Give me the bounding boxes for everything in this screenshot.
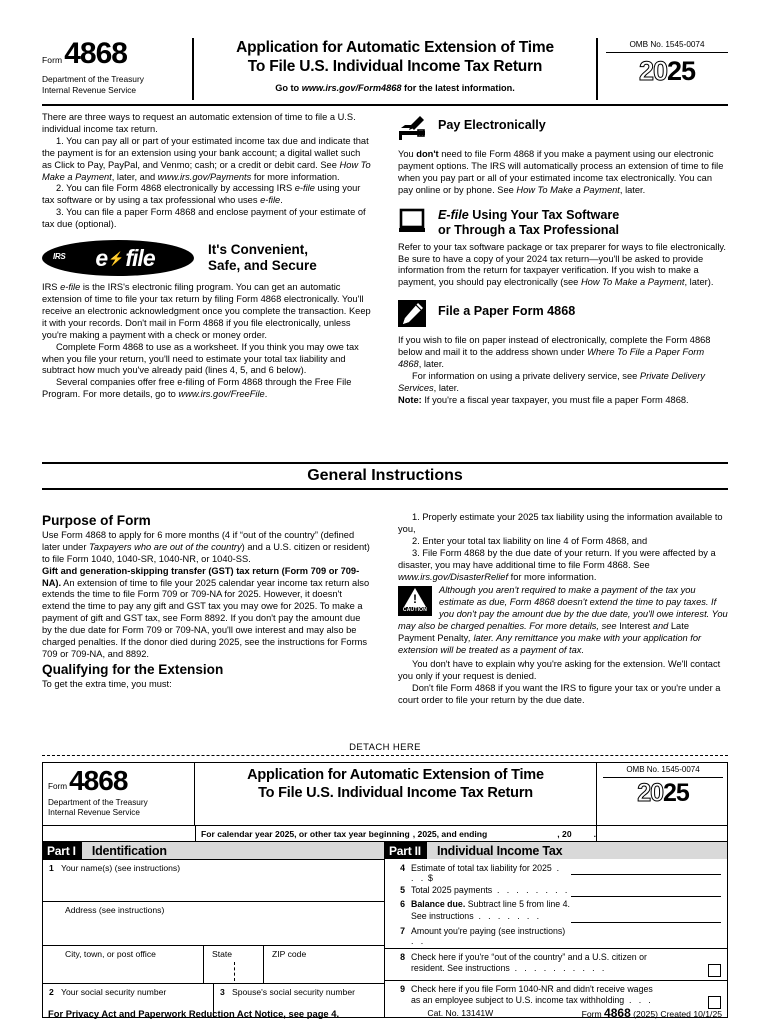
masthead-form-identity — [42, 38, 194, 100]
department-block — [42, 74, 186, 95]
caution-text-3: , later. Any remittance you make with your application for extension will be treated as a payment of tax. — [398, 633, 702, 655]
line-7-text — [411, 926, 571, 946]
line-5-amount-field[interactable] — [571, 885, 721, 897]
calendar-year-row — [43, 825, 727, 841]
top-masthead — [42, 38, 728, 100]
form-footer — [42, 1003, 728, 1022]
line-6-label-2: See instructions — [411, 911, 474, 921]
gi-bottom-rule — [42, 488, 728, 490]
line-6-amount-spacer — [571, 899, 721, 910]
intro-item-2-italic-1: e-file — [294, 183, 315, 194]
gst-bold-lead: Gift and generation-skipping transfer (GST) tax return (Form 709 or 709-NA). — [42, 565, 360, 588]
bottom-year-century: 20 — [637, 779, 663, 807]
omb-number: OMB No. 1545-0074 — [629, 40, 705, 49]
form-word-label: Form — [42, 55, 63, 65]
line-3-number: 3 — [220, 987, 225, 997]
efile-paragraph-1 — [42, 282, 372, 342]
line-8-checkbox[interactable] — [708, 964, 721, 977]
efile-software-header — [398, 208, 728, 238]
gst-paragraph — [42, 566, 372, 661]
line-8-continued-row[interactable] — [385, 962, 727, 977]
efile-software-heading-rest: Using Your Tax Software — [468, 207, 620, 222]
purpose-a: Use Form 4868 to apply for 6 more months (4 if “out of the country” (defined later under — [42, 529, 355, 552]
line-4-dollar-sign: $ — [428, 873, 433, 883]
intro-item-2-c: . — [280, 195, 283, 206]
part-2-header-bar — [385, 842, 727, 859]
efile-p3-b: . — [264, 389, 268, 400]
department-line-2: Internal Revenue Service — [42, 84, 137, 95]
purpose-italic: Taxpayers who are out of the country — [89, 541, 242, 552]
field-spouse-ssn-label — [214, 984, 384, 997]
intro-item-2-italic-2: e-file — [260, 195, 281, 206]
instructions-left-column — [42, 112, 372, 401]
bottom-tax-year — [603, 779, 723, 808]
line-5-label: Total 2025 payments — [411, 885, 493, 895]
bottom-form-number: 4868 — [69, 765, 128, 796]
intro-item-2 — [42, 183, 372, 207]
efile-p3-a: Several companies offer free e-filing of Form 4868 through the Free File Program. For more details, go to — [42, 377, 352, 400]
efile-paragraph-3 — [42, 377, 372, 401]
goto-url-line — [200, 83, 590, 93]
footer-row — [42, 1003, 728, 1022]
line-1-label-text: Your name(s) (see instructions) — [61, 863, 181, 873]
step3-italic[interactable]: www.irs.gov/DisasterRelief — [398, 571, 509, 582]
line-7-label: Amount you're paying (see instructions) — [411, 926, 566, 936]
calendar-year-fields[interactable] — [196, 826, 597, 841]
field-city[interactable] — [43, 946, 204, 983]
footer-form-number: 4868 — [604, 1006, 631, 1020]
efile-heading-line-2: Safe, and Secure — [208, 258, 317, 274]
calendar-year-spacer — [43, 826, 196, 841]
lightning-bolt-icon: ⚡ — [108, 250, 125, 266]
field-name-label — [43, 860, 384, 873]
part-1-name: Identification — [91, 843, 167, 858]
field-state[interactable] — [204, 946, 264, 983]
footer-form-rest: (2025) Created 10/1/25 — [630, 1009, 722, 1019]
efile-sw-a: Refer to your tax software package or tax preparer for ways to file electronically. Be sure to have a copy of your 2024 tax return—you'll be asked to provide information from the return for taxpayer verification. If you wish to make a payment, you should pay electronically (see — [398, 241, 726, 288]
intro-item-3: 3. You can file a paper Form 4868 and enclose payment of your estimate of tax due (optional). — [42, 207, 366, 230]
intro-item-2-b: using your tax software or by using a tax professional who uses — [42, 183, 361, 206]
pay-p-d: , later. — [619, 184, 646, 195]
line-8-row[interactable] — [385, 949, 727, 962]
line-8-text: Check here if you're “out of the country” and a U.S. citizen or — [411, 952, 647, 962]
line-2-number: 2 — [49, 987, 54, 997]
paper-form-header — [398, 300, 728, 330]
line-6-continued-text — [411, 911, 571, 921]
efile-sw-b: , later). — [684, 277, 714, 288]
step3-a: 3. File Form 4868 by the due date of your return. If you were affected by a disaster, you may have additional time to file Form 4868. See — [398, 547, 716, 570]
footer-form-word: Form — [581, 1009, 605, 1019]
line-9-label-2: as an employee subject to U.S. income tax withholding — [411, 995, 625, 1005]
general-instructions-title: General Instructions — [307, 467, 463, 484]
intro-item-1-b: , later, and — [111, 171, 158, 182]
field-your-ssn-label — [43, 984, 213, 997]
instructions-right-column — [398, 112, 728, 407]
efile-software-heading — [438, 208, 619, 238]
efile-software-heading-line-2: or Through a Tax Professional — [438, 222, 620, 237]
efile-p1-b: is the IRS's electronic filing program. You can get an automatic extension of time to file your tax return by filing Form 4868 electronically. You'll receive an electronic acknowledgment once you complete the transaction. Keep it with your records. Don't mail in Form 4868 if you file electronically, unless you're making a payment with a check or money order. — [42, 282, 371, 340]
paper-p2-italic: Private Delivery Services — [398, 370, 705, 393]
efile-software-heading-italic: E-file — [438, 207, 469, 222]
intro-lead: There are three ways to request an automatic extension of time to file a U.S. individual income tax return. — [42, 112, 356, 134]
gi-left-column — [42, 512, 372, 691]
gi-right-column — [398, 512, 728, 707]
tax-year-value: 25 — [667, 56, 696, 86]
field-address-row[interactable] — [43, 901, 384, 945]
line-8-leader-dots: . . . . . . . . . . — [509, 963, 607, 973]
calendar-year-text: For calendar year 2025, or other tax year beginning — [201, 828, 410, 839]
dont-file-paragraph: Don't file Form 4868 if you want the IRS to figure your tax or you're under a court order to file your return by the due date. — [398, 682, 721, 705]
part-1-identification — [43, 842, 385, 1017]
form-title-line-2: To File U.S. Individual Income Tax Return — [247, 58, 543, 75]
explain-paragraph: You don't have to explain why you're asking for the extension. We'll contact you only if your request is denied. — [398, 658, 721, 681]
line-9-row[interactable] — [385, 981, 727, 994]
intro-item-1-a: 1. You can pay all or part of your estimated income tax due and indicate that the payment is for an extension using your bank account; a digital wallet such as Click to Pay, PayPal, and Venmo; cash; or a credit or debit card. See — [42, 135, 369, 170]
line-5-number: 5 — [400, 885, 405, 895]
line-6-number: 6 — [400, 899, 405, 909]
field-zip[interactable] — [264, 946, 384, 983]
caution-exclamation: ! — [413, 592, 417, 607]
form-number: 4868 — [64, 37, 127, 70]
efile-p1-a: IRS — [42, 282, 61, 293]
goto-suffix: for the latest information. — [401, 83, 515, 93]
bottom-omb-number: OMB No. 1545-0074 — [626, 765, 700, 774]
paper-p2-b: , later. — [433, 382, 459, 393]
laptop-icon — [398, 208, 428, 238]
efile-logo-row — [42, 240, 372, 276]
caution-paragraph — [398, 585, 728, 656]
line-4-amount-field[interactable] — [571, 863, 721, 875]
part-2-tag: Part II — [385, 842, 427, 859]
caution-icon — [398, 586, 432, 616]
efile-logo-e-text: e — [95, 244, 108, 271]
pay-p-a: You — [398, 149, 417, 159]
paper-form-heading: File a Paper Form 4868 — [438, 304, 576, 319]
tax-year-century: 20 — [638, 56, 667, 86]
bottom-title-line-1: Application for Automatic Extension of Time — [247, 767, 544, 783]
pay-electronically-heading: Pay Electronically — [438, 118, 546, 132]
efile-p1-italic: e-file — [60, 282, 81, 293]
masthead-omb-year — [598, 38, 728, 100]
qualify-step-2: 2. Enter your total tax liability on line 4 of Form 4868, and — [412, 535, 648, 546]
goto-prefix: Go to — [275, 83, 302, 93]
line-4-number: 4 — [400, 863, 405, 873]
state-dashed-divider — [234, 962, 235, 981]
line-7-leader-dots: . . — [411, 936, 426, 946]
bottom-form-word-label: Form — [48, 782, 68, 791]
bottom-department-line-2: Internal Revenue Service — [48, 808, 140, 817]
line-7-number: 7 — [400, 926, 405, 936]
hand-writing-check-icon — [398, 114, 428, 144]
paper-p2-a: For information on using a private delivery service, see — [412, 370, 640, 381]
line-8-number: 8 — [400, 952, 405, 962]
efile-logo-irs-text: IRS — [53, 252, 66, 262]
paper-note-text: If you're a fiscal year taxpayer, you must file a paper Form 4868. — [421, 394, 689, 405]
paper-form-paragraph-2 — [398, 371, 728, 395]
part-2-individual-income-tax — [385, 842, 727, 1017]
line-9-text: Check here if you file Form 1040-NR and didn't receive wages — [411, 984, 653, 994]
paper-p1-a: If you wish to file on paper instead of electronically, complete the Form 4868 below and mail it to the address shown under — [398, 335, 711, 358]
irs-efile-logo-icon — [42, 240, 194, 276]
line-6-leader-dots: . . . . . . . — [473, 911, 542, 921]
bottom-omb-year — [597, 763, 727, 825]
line-5-row[interactable] — [385, 883, 727, 897]
omb-divider — [606, 52, 728, 53]
bottom-department-block — [48, 798, 189, 818]
efile-p3-italic[interactable]: www.irs.gov/FreeFile — [178, 389, 265, 400]
pay-p-italic: How To Make a Payment — [516, 184, 620, 195]
paper-form-note — [398, 395, 728, 407]
paper-note-label: Note: — [398, 394, 422, 405]
bottom-title-line-2: To File U.S. Individual Income Tax Return — [258, 785, 533, 801]
detach-here-label: DETACH HERE — [349, 742, 421, 753]
line-5-leader-dots: . . . . . . . . — [492, 885, 570, 895]
purpose-b: ) and a U.S. citizen or resident) to file Form 1040, 1040-SR, 1040-NR, or 1040-SS. — [42, 541, 370, 564]
line-6-amount-field[interactable] — [571, 911, 721, 923]
field-city-state-zip-row — [43, 945, 384, 983]
step3-b: for more information. — [508, 571, 597, 582]
line-7-row[interactable] — [385, 923, 727, 948]
line-2-label-text: Your social security number — [61, 987, 167, 997]
line-4-label: Estimate of total tax liability for 2025 — [411, 863, 552, 873]
pay-electronically-header — [398, 114, 728, 144]
line-7-amount-field[interactable] — [571, 926, 721, 937]
department-line-1: Department of the Treasury — [42, 74, 144, 84]
calendar-year-end: , 20 — [557, 828, 572, 839]
form-title-line-1: Application for Automatic Extension of Time — [236, 39, 554, 56]
intro-item-1-italic-1: How To Make a Payment — [42, 159, 371, 182]
field-name-row[interactable] — [43, 859, 384, 901]
gst-text: An extension of time to file your 2025 calendar year income tax return also extends the time to file Form 709 or 709-NA for 2025. However, it doesn't extend the time to pay any gift and GST tax you may owe for 2025. To make a payment of gift and GST tax, see Form 8892. If you don't pay the amount due by the due date for Form 709 or 709-NA, you'll owe interest and may also be charged penalties. If the donor died during 2025, see the instructions for Forms 709 or 709-NA, and 8892. — [42, 577, 370, 659]
masthead-title — [194, 38, 598, 100]
field-city-label: City, town, or post office — [65, 949, 156, 959]
qualifying-lead: To get the extra time, you must: — [42, 678, 172, 689]
pay-p-c: need to file Form 4868 if you make a payment using our electronic payment options. The IRS will automatically process an extension of time to file when you pay part or all of your estimated income tax electronically. You can pay online or by phone. See — [398, 149, 724, 195]
efile-sw-italic: How To Make a Payment — [580, 277, 685, 288]
bottom-form-masthead — [43, 763, 727, 825]
paper-p1-b: , later. — [418, 359, 445, 370]
efile-logo-file-text: file — [125, 244, 155, 271]
masthead-bottom-rule — [42, 104, 728, 106]
efile-paragraph-2: Complete Form 4868 to use as a worksheet. If you think you may owe tax when you file your return, you'll need to estimate your total tax liability and subtract how much you've already paid (lines 4, 5, and 6 below). — [42, 341, 359, 376]
detachable-form-4868 — [42, 762, 728, 1018]
pay-p-bold: don't — [416, 149, 439, 159]
bottom-year-value: 25 — [663, 779, 689, 807]
detach-here-divider — [42, 742, 728, 756]
line-5-text — [411, 885, 571, 895]
efile-software-heading-line-1 — [438, 208, 619, 223]
line-4-text — [411, 863, 571, 883]
intro-item-1-c: for more information. — [251, 171, 340, 182]
line-6-bold-label: Balance due. — [411, 899, 466, 909]
purpose-of-form-heading: Purpose of Form — [42, 513, 151, 528]
calendar-year-period: . — [593, 828, 596, 839]
detach-dashed-line — [42, 755, 728, 756]
paper-form-paragraph-1 — [398, 335, 728, 371]
bottom-form-title — [195, 763, 597, 825]
qualifying-heading: Qualifying for the Extension — [42, 661, 224, 677]
intro-item-1 — [42, 136, 372, 184]
line-6-row[interactable] — [385, 897, 727, 910]
bottom-form-identity — [43, 763, 195, 825]
purpose-paragraph — [42, 530, 372, 566]
footer-catalog-number: Cat. No. 13141W — [427, 1008, 494, 1018]
efile-heading — [208, 242, 317, 275]
calendar-year-mid: , 2025, and ending — [412, 828, 488, 839]
general-instructions-band — [42, 462, 728, 490]
part-1-tag: Part I — [43, 842, 82, 859]
footer-privacy-notice: For Privacy Act and Paperwork Reduction Act Notice, see page 4. — [48, 1007, 340, 1019]
caution-text-2: and — [650, 621, 671, 632]
line-4-row[interactable] — [385, 859, 727, 883]
tax-year — [606, 56, 728, 86]
goto-url[interactable]: www.irs.gov/Form4868 — [301, 83, 402, 93]
line-8-continued-text — [411, 963, 708, 973]
line-6-text — [411, 899, 571, 909]
caution-word-label: CAUTION — [402, 606, 428, 613]
footer-form-identity — [582, 1006, 722, 1020]
qualify-step-1: 1. Properly estimate your 2025 tax liability using the information available to you, — [398, 512, 723, 534]
line-8-label-2: resident. See instructions — [411, 963, 510, 973]
pay-electronically-paragraph — [398, 149, 728, 197]
line-6-continued-row[interactable] — [385, 910, 727, 923]
intro-item-2-a: 2. You can file Form 4868 electronically by accessing IRS — [56, 183, 295, 194]
efile-software-paragraph — [398, 242, 728, 290]
intro-item-1-italic-2[interactable]: www.irs.gov/Payments — [157, 171, 252, 182]
paper-p1-italic: Where To File a Paper Form 4868 — [398, 347, 705, 370]
caution-ref-interest: Interest — [619, 621, 651, 632]
line-9-number: 9 — [400, 984, 405, 994]
field-state-label: State — [212, 949, 233, 959]
line-3-label-text: Spouse's social security number — [232, 987, 355, 997]
field-address-label: Address (see instructions) — [65, 905, 165, 915]
part-2-name: Individual Income Tax — [436, 843, 563, 858]
line-4-leader-dots: . . . — [411, 863, 562, 883]
caution-text-1: Although you aren't required to make a payment of the tax you estimate as due, Form 4868 doesn't extend the time to pay taxes. If you don't pay the amount due by the due date, you'll owe interest. You may also be charged penalties. For more details, see — [398, 585, 728, 632]
qualify-step-3 — [398, 548, 728, 584]
line-9-leader-dots: . . . — [624, 995, 654, 1005]
field-zip-label: ZIP code — [272, 949, 307, 959]
part-1-header-bar — [43, 842, 384, 859]
pen-icon — [398, 300, 428, 330]
caution-ref-penalty: Late Payment Penalty — [398, 621, 689, 644]
line-6-label: Subtract line 5 from line 4. — [465, 899, 570, 909]
bottom-omb-divider — [603, 777, 723, 778]
efile-heading-line-1: It's Convenient, — [208, 241, 308, 257]
form-parts-container — [43, 841, 727, 1017]
bottom-department-line-1: Department of the Treasury — [48, 798, 148, 807]
line-1-number: 1 — [49, 863, 54, 873]
